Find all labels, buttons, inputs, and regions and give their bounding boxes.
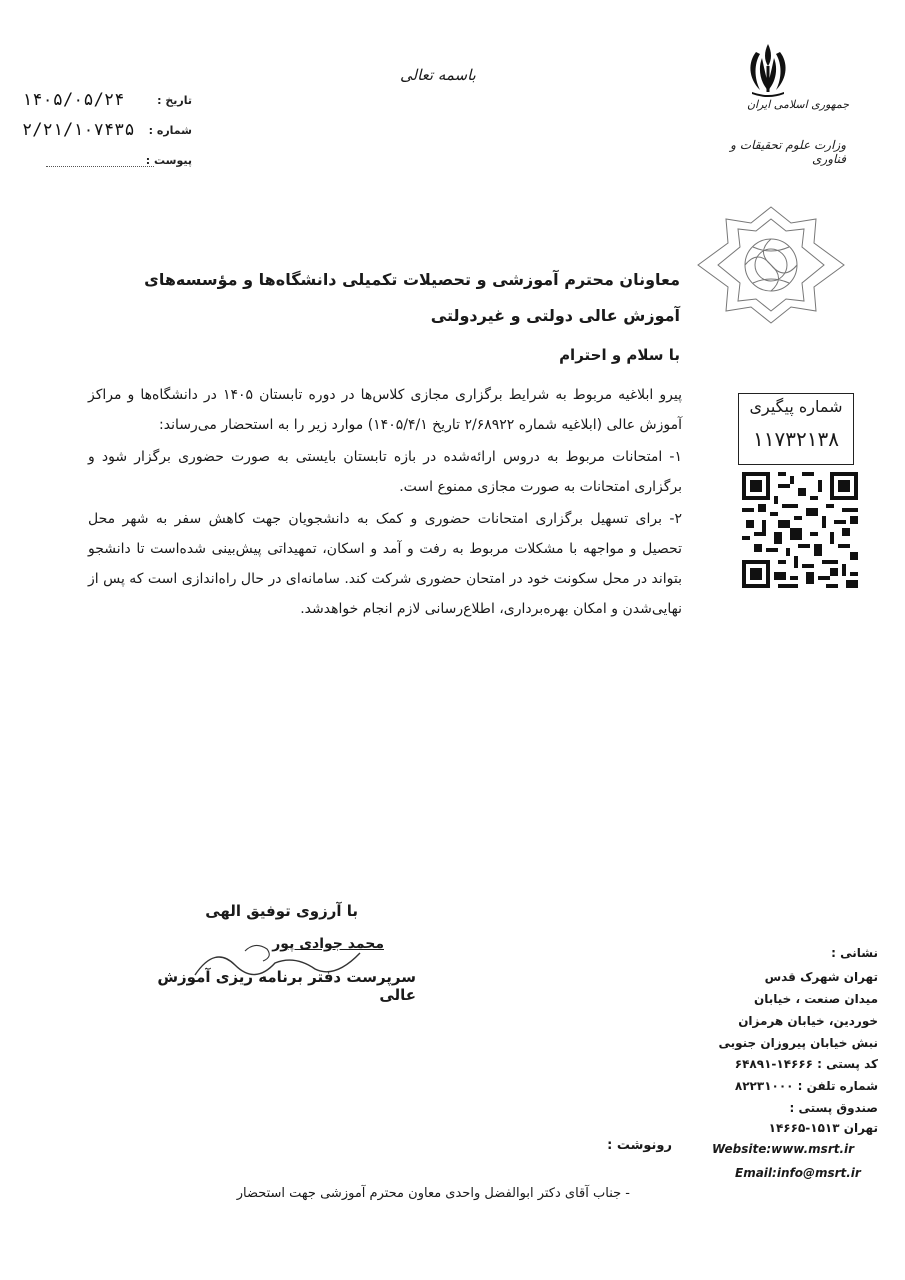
tracking-label: شماره پیگیری (749, 397, 843, 416)
cc-item: - جناب آقای دکتر ابوالفضل واحدی معاون محترم آموزشی جهت استحضار (236, 1186, 630, 1201)
body-item-2: ۲- برای تسهیل برگزاری امتحانات حضوری و کمک به دانشجویان جهت کاهش سفر به شهر محل تحصیل و مواجهه با مشکلات مربوط به رفت و آمد و اسکان، تمهیداتی پیش‌بینی شده‌است تا دانشجو بتواند در محل سکونت خود در امتحان حضوری شرکت کند. سامانه‌ای در حال راه‌اندازی است که پس از نهایی‌شدن و امکان بهره‌برداری، اطلاع‌رسانی لازم انجام خواهدشد. (88, 511, 682, 617)
body-paragraph-intro: پیرو ابلاغیه مربوط به شرایط برگزاری مجازی کلاس‌ها در دوره تابستان ۱۴۰۵ در دانشگاه‌ها و مراکز آموزش عالی (ابلاغیه شماره ۲/۶۸۹۲۲ تاریخ ۱۴۰۵/۴/۱) موارد زیر را به استحضار می‌رساند: (88, 387, 682, 433)
address-line: میدان صنعت ، خیابان (754, 992, 878, 1006)
invocation: باسمه تعالی (400, 66, 476, 84)
body-item-1: ۱- امتحانات مربوط به دروس ارائه‌شده در بازه تابستان بایستی به صورت حضوری برگزار شود و برگزاری امتحانات به صورت مجازی ممنوع است. (88, 449, 682, 495)
iran-emblem-icon (738, 40, 798, 98)
qr-code-icon (742, 472, 858, 588)
recipient: معاونان محترم آموزشی و تحصیلات تکمیلی دانشگاه‌ها و مؤسسه‌های آموزش عالی دولتی و غیردولتی (144, 270, 680, 325)
islamic-ornament-icon (696, 205, 846, 325)
closing-phrase: با آرزوی توفیق الهی (205, 902, 358, 920)
postal-code: کد پستی : ۱۴۶۶۶-۶۴۸۹۱ (734, 1057, 878, 1071)
number-value: ۲/۲۱/۱۰۷۴۳۵ (22, 120, 135, 140)
attachment-label: پیوست : (145, 154, 192, 167)
date-row (22, 90, 192, 114)
address-line: تهران شهرک قدس (764, 970, 878, 984)
number-row (22, 120, 192, 144)
email-link[interactable]: Email:info@msrt.ir (735, 1166, 861, 1180)
date-label: تاریخ : (157, 94, 192, 107)
cc-title: رونوشت : (607, 1138, 672, 1153)
salutation: با سلام و احترام (559, 346, 680, 364)
address-line: نبش خیابان پیروزان جنوبی (718, 1036, 878, 1050)
date-value: ۱۴۰۵/۰۵/۲۴ (22, 90, 125, 110)
address-line: خوردین، خیابان هرمزان (738, 1014, 878, 1028)
signatory-name: محمد جوادی پور (272, 936, 384, 952)
republic-name: جمهوری اسلامی ایران (746, 98, 849, 111)
website-link[interactable]: Website:www.msrt.ir (712, 1142, 855, 1156)
attachment-row (22, 150, 192, 174)
ministry-name: وزارت علوم تحقیقات و فناوری (730, 138, 846, 166)
po-box-label: صندوق پستی : (789, 1101, 878, 1115)
tracking-number-box (738, 393, 854, 465)
po-box-value: تهران ۱۵۱۳-۱۴۶۶۵ (768, 1121, 878, 1135)
attachment-dots (46, 166, 154, 167)
address-label: نشانی : (831, 946, 878, 960)
phone-number: شماره تلفن : ۸۲۲۳۱۰۰۰ (734, 1079, 878, 1093)
tracking-number: ۱۱۷۳۲۱۳۸ (753, 427, 839, 451)
number-label: شماره : (148, 124, 192, 137)
signatory-title: سرپرست دفتر برنامه ریزی آموزش عالی (157, 968, 416, 1004)
